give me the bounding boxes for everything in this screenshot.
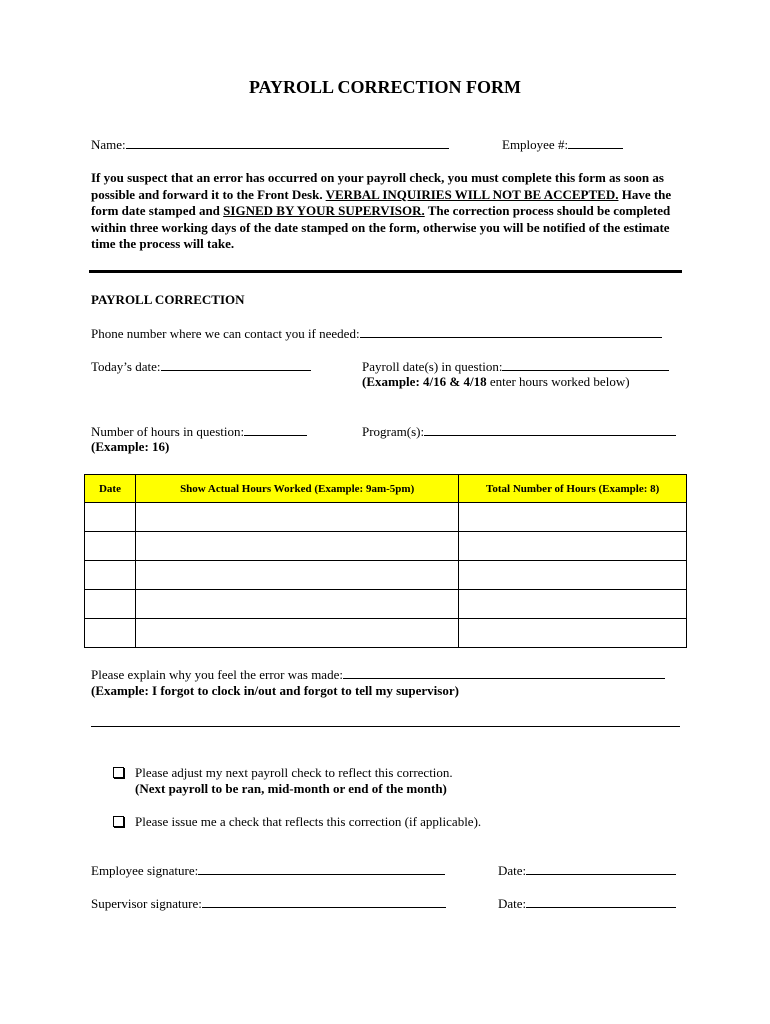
actual-hours-cell[interactable]	[135, 561, 458, 590]
payroll-dates-example-rest: enter hours worked below)	[486, 374, 630, 389]
employee-date-row	[498, 862, 676, 879]
supervisor-date-label: Date:	[498, 896, 527, 911]
date-cell[interactable]	[85, 561, 136, 590]
explain-row	[91, 666, 665, 683]
name-label: Name:	[91, 137, 126, 152]
employee-number-label: Employee #:	[502, 137, 569, 152]
phone-field[interactable]	[360, 325, 662, 338]
supervisor-signature-row	[91, 895, 446, 912]
option-adjust-note: (Next payroll to be ran, mid-month or end of the month)	[135, 781, 447, 796]
programs-field[interactable]	[424, 423, 676, 436]
supervisor-date-field[interactable]	[526, 895, 676, 908]
employee-signature-row	[91, 862, 445, 879]
employee-signature-label: Employee signature:	[91, 863, 199, 878]
date-cell[interactable]	[85, 619, 136, 648]
programs-label: Program(s):	[362, 424, 425, 439]
table-row	[85, 619, 687, 648]
supervisor-signature-label: Supervisor signature:	[91, 896, 202, 911]
section-heading: PAYROLL CORRECTION	[91, 292, 245, 307]
payroll-dates-example	[362, 374, 630, 390]
employee-date-label: Date:	[498, 863, 527, 878]
today-date-label: Today’s date:	[91, 359, 161, 374]
employee-date-field[interactable]	[526, 862, 676, 875]
issue-check-checkbox[interactable]	[113, 816, 124, 827]
table-row	[85, 503, 687, 532]
payroll-dates-label: Payroll date(s) in question:	[362, 359, 503, 374]
actual-hours-cell[interactable]	[135, 590, 458, 619]
form-title: PAYROLL CORRECTION FORM	[248, 77, 522, 97]
hours-label: Number of hours in question:	[91, 424, 245, 439]
total-hours-cell[interactable]	[459, 532, 687, 561]
date-cell[interactable]	[85, 590, 136, 619]
instructions-paragraph	[91, 170, 691, 253]
hours-field[interactable]	[244, 423, 307, 436]
today-date-row	[91, 358, 311, 375]
employee-signature-field[interactable]	[198, 862, 445, 875]
instructions-text-3: The correction process should be completed within three working days of the date stamped on the form, otherwise you will be notified of the estimate time the process will take.	[91, 203, 671, 252]
header-total-hours: Total Number of Hours (Example: 8)	[459, 475, 687, 503]
total-hours-cell[interactable]	[459, 619, 687, 648]
employee-row	[502, 136, 623, 153]
instructions-text-1: If you suspect that an error has occurred on your payroll check, you must complete this form as soon as possible and forward it to the Front Desk.	[91, 170, 664, 202]
payroll-dates-field[interactable]	[502, 358, 669, 371]
hours-example: (Example: 16)	[91, 439, 170, 454]
actual-hours-cell[interactable]	[135, 503, 458, 532]
programs-row	[362, 423, 676, 440]
today-date-field[interactable]	[161, 358, 311, 371]
payroll-dates-example-bold: (Example: 4/16 & 4/18	[362, 374, 487, 389]
actual-hours-cell[interactable]	[135, 532, 458, 561]
total-hours-cell[interactable]	[459, 561, 687, 590]
actual-hours-cell[interactable]	[135, 619, 458, 648]
supervisor-date-row	[498, 895, 676, 912]
instructions-warning: VERBAL INQUIRIES WILL NOT BE ACCEPTED.	[325, 186, 619, 202]
explain-example: (Example: I forgot to clock in/out and forgot to tell my supervisor)	[91, 683, 459, 698]
total-hours-cell[interactable]	[459, 503, 687, 532]
hours-table	[84, 474, 687, 648]
date-cell[interactable]	[85, 532, 136, 561]
payroll-dates-row	[362, 358, 669, 375]
instructions-signature-note: SIGNED BY YOUR SUPERVISOR.	[223, 203, 425, 219]
hours-row	[91, 423, 307, 440]
header-date: Date	[85, 475, 136, 503]
phone-row	[91, 325, 662, 342]
total-hours-cell[interactable]	[459, 590, 687, 619]
phone-label: Phone number where we can contact you if needed:	[91, 326, 360, 341]
adjust-next-payroll-checkbox[interactable]	[113, 767, 124, 778]
explain-label: Please explain why you feel the error was made:	[91, 667, 343, 682]
name-row	[91, 136, 449, 153]
supervisor-signature-field[interactable]	[202, 895, 446, 908]
table-row	[85, 532, 687, 561]
instructions-text-2: Have the form date stamped and	[91, 186, 672, 219]
name-field[interactable]	[126, 136, 449, 149]
option-issue-label: Please issue me a check that reflects this correction (if applicable).	[135, 814, 482, 829]
section-divider	[89, 270, 682, 273]
table-row	[85, 590, 687, 619]
employee-number-field[interactable]	[568, 136, 623, 149]
table-row	[85, 561, 687, 590]
explain-field[interactable]	[343, 666, 665, 679]
explain-field-line[interactable]	[91, 726, 680, 727]
table-header-row	[85, 475, 687, 503]
date-cell[interactable]	[85, 503, 136, 532]
option-adjust-label: Please adjust my next payroll check to reflect this correction.	[135, 765, 453, 780]
header-actual-hours: Show Actual Hours Worked (Example: 9am-5pm)	[135, 475, 458, 503]
